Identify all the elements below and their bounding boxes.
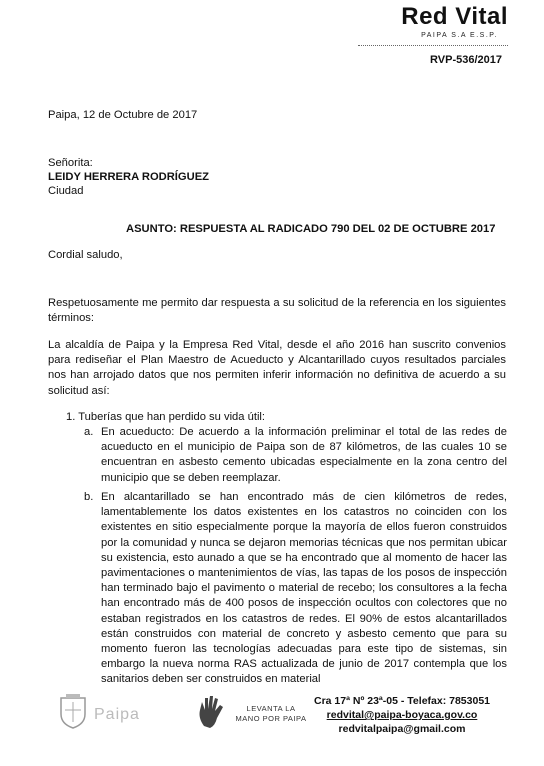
sub-item-b-marker: b. [84,491,94,503]
salutation-title: Señorita: [48,157,93,169]
municipality-name: Paipa [94,706,140,723]
greeting: Cordial saludo, [48,249,123,261]
intro-paragraph: Respetuosamente me permito dar respuesta a su solicitud de la referencia en los siguientes términos: [48,297,506,325]
hand-icon [192,692,232,732]
campaign-slogan: LEVANTA LA MANO POR PAIPA [235,704,307,723]
sub-item-a: En acueducto: De acuerdo a la información preliminar el total de las redes de acueducto en el municipio de Paipa son de 87 kilómetros, de las cuales 10 se encuentran en asbesto cemento ubicadas especialmente en la zona centro del municipio que se deben reemplazar. [101,426,507,484]
sub-item-b: En alcantarillado se han encontrado más de cien kilómetros de redes, lamentablemente los datos existentes en los catastros no coinciden con los existentes en sitio especialmente porque la mayoría de ellos fueron construidos por la comunidad y nunca se dejaron memorias técnicas que nos permitan ubicar su existencia, esto aunado a que se ha encontrado que al momento de hacer las pavimentaciones o mantenimientos de vías, las tapas de los posos de inspección han terminado bajo el pavimento o material de recebo; los consultores a la fecha han encontrado más de 400 posos de inspección ocultos con colectores que no estaban registrados en los catastros de redes. El 90% de estos alcantarillados están construidos con material de concreto y asbesto cemento que para su momento fueron las tecnologías adecuadas para este tipo de sistemas, sin embargo la nueva norma RAS actualizada de junio de 2017 contempla que los sanitarios deben ser construidos en material [101,491,507,686]
sub-item-a-marker: a. [84,426,94,438]
contact-info [302,694,502,736]
email-link-1[interactable]: redvital@paipa-boyaca.gov.co [326,709,478,721]
logo-text: Red Vital [401,3,508,30]
letter-date: Paipa, 12 de Octubre de 2017 [48,109,198,121]
letter-subject: ASUNTO: RESPUESTA AL RADICADO 790 DEL 02 DE OCTUBRE 2017 [126,223,496,235]
shield-icon [58,692,88,730]
list-item-1: 1. Tuberías que han perdido su vida útil: [66,411,266,423]
municipality-logo [58,692,158,736]
header-divider [358,45,508,46]
email-2: redvitalpaipa@gmail.com [338,723,466,735]
recipient-name: LEIDY HERRERA RODRÍGUEZ [48,171,209,183]
company-logo [338,4,508,46]
body-paragraph-1: La alcaldía de Paipa y la Empresa Red Vital, desde el año 2016 han suscrito convenios para rediseñar el Plan Maestro de Acueducto y Alcantarillado cuyos resultados parciales nos han arrojado datos que nos permiten inferir información no definitiva de acuerdo a su solicitud así: [48,339,506,397]
address-line: Cra 17ª Nº 23ª-05 - Telefax: 7853051 [313,695,490,707]
logo-subtitle: PAIPA S.A E.S.P. [421,32,498,39]
reference-number: RVP-536/2017 [430,54,502,66]
recipient-city: Ciudad [48,185,84,197]
